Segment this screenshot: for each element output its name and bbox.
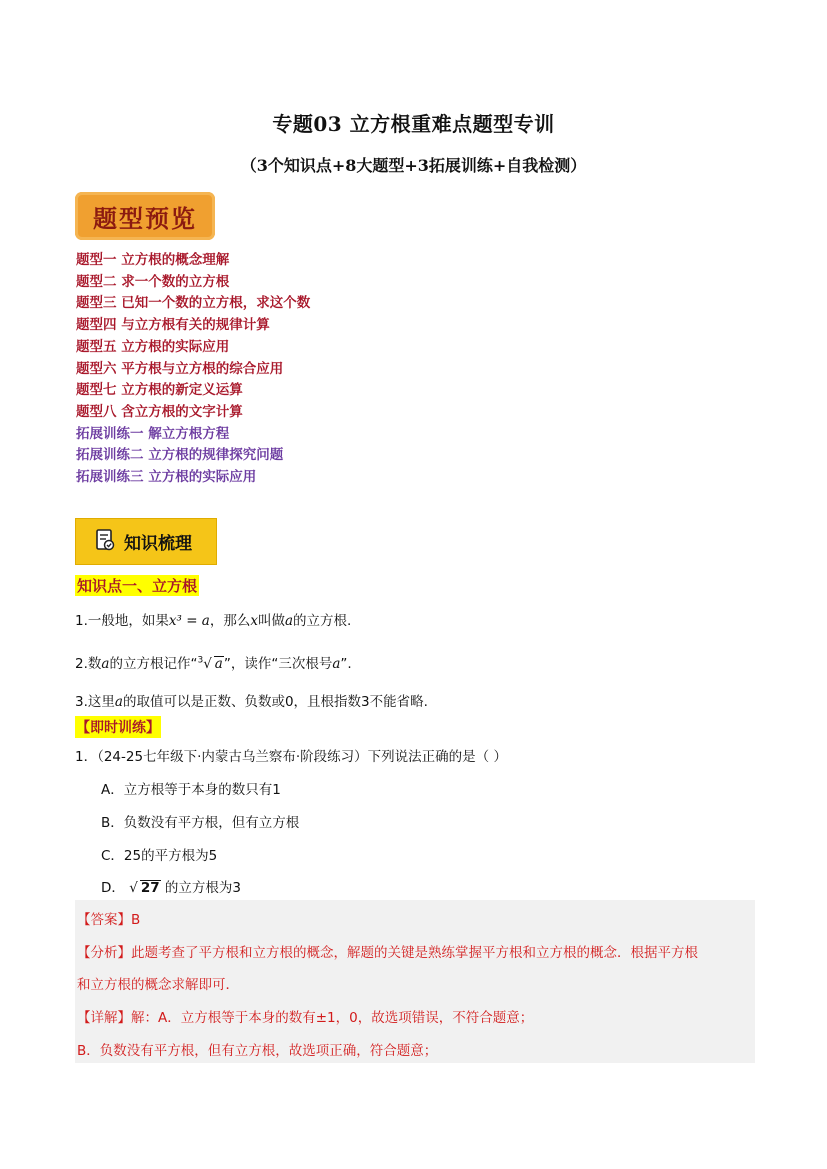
root-index: 3 [197, 655, 204, 666]
math-var: a [284, 613, 294, 629]
toc-item[interactable]: 题型三 已知一个数的立方根，求这个数 [76, 295, 311, 312]
paragraph-1 [75, 609, 351, 629]
toc-item[interactable]: 拓展训练三 立方根的实际应用 [76, 469, 257, 486]
page-subtitle: （3个知识点+8大题型+3拓展训练+自我检测） [240, 156, 587, 175]
math-var: a [332, 656, 341, 672]
toc-item[interactable]: 题型五 立方根的实际应用 [76, 338, 230, 355]
page-title: 专题03 立方根重难点题型专训 [272, 112, 555, 136]
knowledge-point-title: 知识点一、立方根 [77, 577, 198, 595]
toc-item[interactable]: 拓展训练一 解立方根方程 [76, 425, 230, 442]
document-check-icon [94, 528, 116, 556]
toc-item[interactable]: 拓展训练二 立方根的规律探究问题 [76, 447, 284, 464]
radicand: a [214, 656, 223, 672]
knowledge-badge-label: 知识梳理 [124, 534, 192, 554]
option-d-suffix: 的立方根为3 [164, 880, 241, 896]
option-b[interactable]: B．负数没有平方根，但有立方根 [101, 815, 300, 831]
option-c[interactable]: C．25的平方根为5 [101, 848, 218, 864]
detail-line-2: B．负数没有平方根，但有立方根，故选项正确，符合题意； [77, 1043, 438, 1059]
preview-badge [75, 192, 215, 240]
text: 叫做 [257, 613, 285, 629]
detail-line-1: 【详解】解：A．立方根等于本身的数有±1，0，故选项错误，不符合题意； [77, 1010, 534, 1026]
knowledge-badge [75, 518, 217, 565]
text: 2.数 [75, 656, 102, 672]
option-a[interactable]: A．立方根等于本身的数只有1 [101, 782, 281, 798]
text: ，那么 [209, 613, 251, 629]
text: 3.这里 [75, 694, 115, 710]
math-var: x [250, 613, 258, 629]
answer-line: 【答案】B [77, 912, 141, 928]
toc-item[interactable]: 题型一 立方根的概念理解 [76, 252, 230, 268]
analysis-line-2: 和立方根的概念求解即可． [77, 977, 239, 993]
math-var: a [101, 656, 110, 672]
text: 的立方根. [293, 613, 352, 629]
option-d-prefix: D． [101, 880, 125, 896]
text: ”，读作“三次根号 [223, 656, 333, 672]
toc-item[interactable]: 题型二 求一个数的立方根 [76, 273, 230, 290]
question-1: 1．（24-25七年级下·内蒙古乌兰察布·阶段练习）下列说法正确的是（ ） [75, 749, 507, 765]
text: ”. [340, 656, 352, 672]
toc-item[interactable]: 题型六 平方根与立方根的综合应用 [76, 360, 284, 377]
text: 1.一般地，如果 [75, 613, 169, 629]
text: 的取值可以是正数、负数或0，且根指数3不能省略. [122, 694, 428, 710]
instant-training-title: 【即时训练】 [75, 716, 161, 738]
toc-item[interactable]: 题型七 立方根的新定义运算 [76, 382, 243, 399]
toc-item[interactable]: 题型八 含立方根的文字计算 [76, 403, 243, 420]
radicand: 27 [140, 880, 160, 896]
cube-root-expression: $^3$√ a [197, 655, 223, 672]
toc-item[interactable]: 题型四 与立方根有关的规律计算 [76, 317, 270, 334]
math-var: a [114, 694, 123, 710]
paragraph-3 [75, 690, 428, 710]
toc-list [76, 250, 310, 489]
analysis-line-1: 【分析】此题考查了平方根和立方根的概念，解题的关键是熟练掌握平方根和立方根的概念．根据平方根 [77, 945, 698, 961]
paragraph-2 [75, 652, 352, 672]
math-expression: x³ = a [168, 613, 210, 629]
option-d[interactable]: D． √ 27 的立方根为3 [101, 880, 241, 896]
text: 的立方根记作“ [109, 656, 198, 672]
preview-badge-label: 题型预览 [93, 204, 197, 233]
